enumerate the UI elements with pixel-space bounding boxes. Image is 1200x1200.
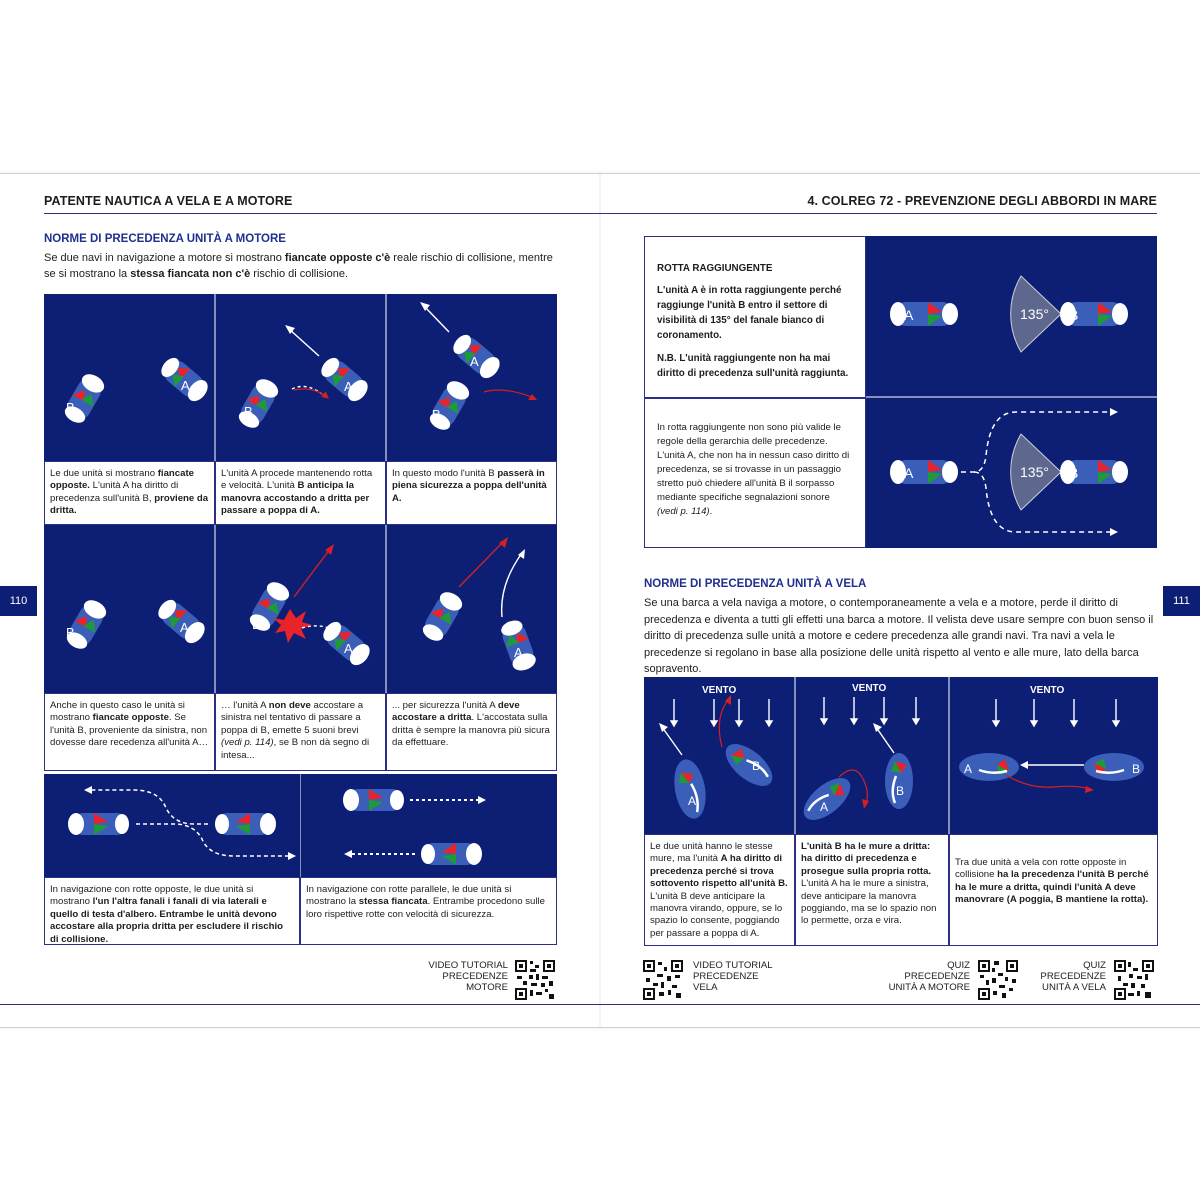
svg-text:B: B xyxy=(1132,762,1141,776)
left-bottom-rule xyxy=(0,1004,600,1005)
caption-motor-parallel: In navigazione con rotte parallele, le due unità si mostrano la stessa fiancata. Entrambe procedono sulle loro rispettive rotte con velocità di sicurezza. xyxy=(300,877,557,945)
svg-text:B: B xyxy=(244,404,253,419)
sail-intro: Se una barca a vela naviga a motore, o contemporaneamente a vela e a motore, perde il diritto di precedenza e diventa a tutti gli effetti una barca a motore. Il velista deve usare sempre con buon senso il diritto di precedenza sulle unità a motore e cedere precedenza alle grandi navi. Tra navi a vela le precedenze si regolano in base alla posizione delle unità rispetto al vento e alle mure, lato della barca sopravento. xyxy=(644,597,1154,675)
caption-motor-2: L'unità A procede mantenendo rotta e velocità. L'unità B anticipa la manovra accostando a dritta per passare a poppa di A. xyxy=(215,461,386,525)
caption-motor-5: … l'unità A non deve accostare a sinistra nel tentativo di passare a poppa di B, emette 5 suoni brevi (vedi p. 114), se B non dà segno di intesa... xyxy=(215,693,386,771)
svg-text:A: A xyxy=(688,794,697,808)
right-page-number: 111 xyxy=(1163,586,1200,616)
svg-text:VENTO: VENTO xyxy=(1030,685,1065,696)
svg-text:A: A xyxy=(344,379,353,394)
right-header-rule xyxy=(600,213,1157,214)
motor-diagram-opposite xyxy=(44,774,300,877)
qr-label-quiz-sail: QUIZ PRECEDENZE UNITÀ A VELA xyxy=(1040,960,1106,993)
svg-text:B: B xyxy=(1069,465,1079,481)
boat-b-label: B xyxy=(66,400,75,415)
qr-code-icon[interactable] xyxy=(514,959,556,1001)
motor-section-title: NORME DI PRECEDENZA UNITÀ A MOTORE xyxy=(44,233,286,245)
svg-text:A: A xyxy=(820,800,829,814)
caption-motor-3: In questo modo l'unità B passerà in piena sicurezza a poppa dell'unità A. xyxy=(386,461,557,525)
caption-motor-opposite: In navigazione con rotte opposte, le due unità si mostrano l'un l'altra fanali i fanali di via laterali e quello di testa d'albero. Entrambe le unità devono accostare alla propria dritta per escludere il rischio di collisione. xyxy=(44,877,300,945)
overtake-text-box: ROTTA RAGGIUNGENTE L'unità A è in rotta raggiungente perché raggiunge l'unità B entro il settore di visibilità di 135° del fanale bianco di coronamento. N.B. L'unità raggiungente non ha mai diritto di precedenza sull'unità raggiunta. xyxy=(644,236,866,398)
svg-text:A: A xyxy=(470,354,479,369)
svg-text:B: B xyxy=(432,407,441,422)
motor-diagram-row2 xyxy=(44,525,557,693)
svg-text:B: B xyxy=(1069,307,1079,323)
svg-text:A: A xyxy=(344,641,353,656)
caption-motor-1: Le due unità si mostrano fiancate opposte. L'unità A ha diritto di precedenza sull'unità B, proviene da dritta. xyxy=(44,461,215,525)
overtake-text-box-2: In rotta raggiungente non sono più valide le regole della gerarchia delle precedenze. L'unità A, che non ha in nessun caso diritto di precedenza, se si trovasse in un passaggio stretto può chiedere all'unità B il sorpasso mediante specifiche segnalazioni sonore (vedi p. 114). xyxy=(644,398,866,548)
caption-sail-1: Le due unità hanno le stesse mure, ma l'unità A ha diritto di precedenza perché si trova sottovento rispetto all'unità B. L'unità B deve anticipare la manovra virando, oppure, se lo spazio lo consente, poggiando per passare a poppa di A. xyxy=(644,834,795,946)
qr-label-video-motor: VIDEO TUTORIAL PRECEDENZE MOTORE xyxy=(428,960,508,993)
qr-label-quiz-motor: QUIZ PRECEDENZE UNITÀ A MOTORE xyxy=(888,960,970,993)
overtake-diagram xyxy=(866,236,1157,548)
caption-sail-3: Tra due unità a vela con rotte opposte in collisione ha la precedenza l'unità B perché ha le mure a dritta, quindi l'unità A deve manovrare (A poggia, B mantiene la rotta). xyxy=(949,834,1158,946)
motor-intro: Se due navi in navigazione a motore si mostrano fiancate opposte c'è reale rischio di collisione, mentre se si mostrano la stessa fiancata non c'è rischio di collisione. xyxy=(44,252,553,280)
svg-text:VENTO: VENTO xyxy=(852,683,887,694)
sail-diagram xyxy=(644,677,1158,834)
wind-label: VENTO xyxy=(702,685,737,696)
svg-text:135°: 135° xyxy=(1020,464,1049,480)
qr-code-icon[interactable] xyxy=(642,959,684,1001)
boat-b-icon xyxy=(61,370,107,426)
caption-motor-4: Anche in questo caso le unità si mostrano fiancate opposte. Se l'unità B, proveniente da sinistra, non dovesse dare recedenza all'unità A… xyxy=(44,693,215,771)
svg-text:A: A xyxy=(904,307,914,323)
qr-label-video-sail: VIDEO TUTORIAL PRECEDENZE VELA xyxy=(693,960,773,993)
svg-text:B: B xyxy=(896,784,905,798)
caption-motor-6: ... per sicurezza l'unità A deve accostare a dritta. L'accostata sulla dritta è sempre la manovra più sicura da effettuare. xyxy=(386,693,557,771)
left-running-header: PATENTE NAUTICA A VELA E A MOTORE xyxy=(44,194,293,208)
left-page-number: 110 xyxy=(0,586,37,616)
svg-text:A: A xyxy=(964,762,973,776)
motor-diagram-row1 xyxy=(44,294,557,461)
caption-sail-2: L'unità B ha le mure a dritta: ha diritto di precedenza e prosegue sulla propria rotta. L'unità A ha le mure a sinistra, deve anticipare la manovra poggiando, ma se lo spazio non lo permette, orza e vira. xyxy=(795,834,949,946)
angle-label: 135° xyxy=(1020,306,1049,322)
svg-text:A: A xyxy=(180,620,189,635)
svg-text:B: B xyxy=(752,759,761,773)
motor-diagram-parallel xyxy=(300,774,557,877)
left-page xyxy=(0,174,600,1027)
svg-text:A: A xyxy=(514,645,523,660)
sail-section-title: NORME DI PRECEDENZA UNITÀ A VELA xyxy=(644,578,867,590)
svg-text:B: B xyxy=(252,617,261,632)
qr-code-icon[interactable] xyxy=(1113,959,1155,1001)
svg-text:B: B xyxy=(428,625,437,640)
right-bottom-rule xyxy=(600,1004,1200,1005)
svg-text:B: B xyxy=(66,625,75,640)
left-header-rule xyxy=(44,213,600,214)
right-running-header: 4. COLREG 72 - PREVENZIONE DEGLI ABBORDI IN MARE xyxy=(807,194,1157,208)
svg-text:A: A xyxy=(904,465,914,481)
right-page xyxy=(600,174,1200,1027)
book-spread xyxy=(0,173,1200,1028)
boat-a-label: A xyxy=(181,378,190,393)
